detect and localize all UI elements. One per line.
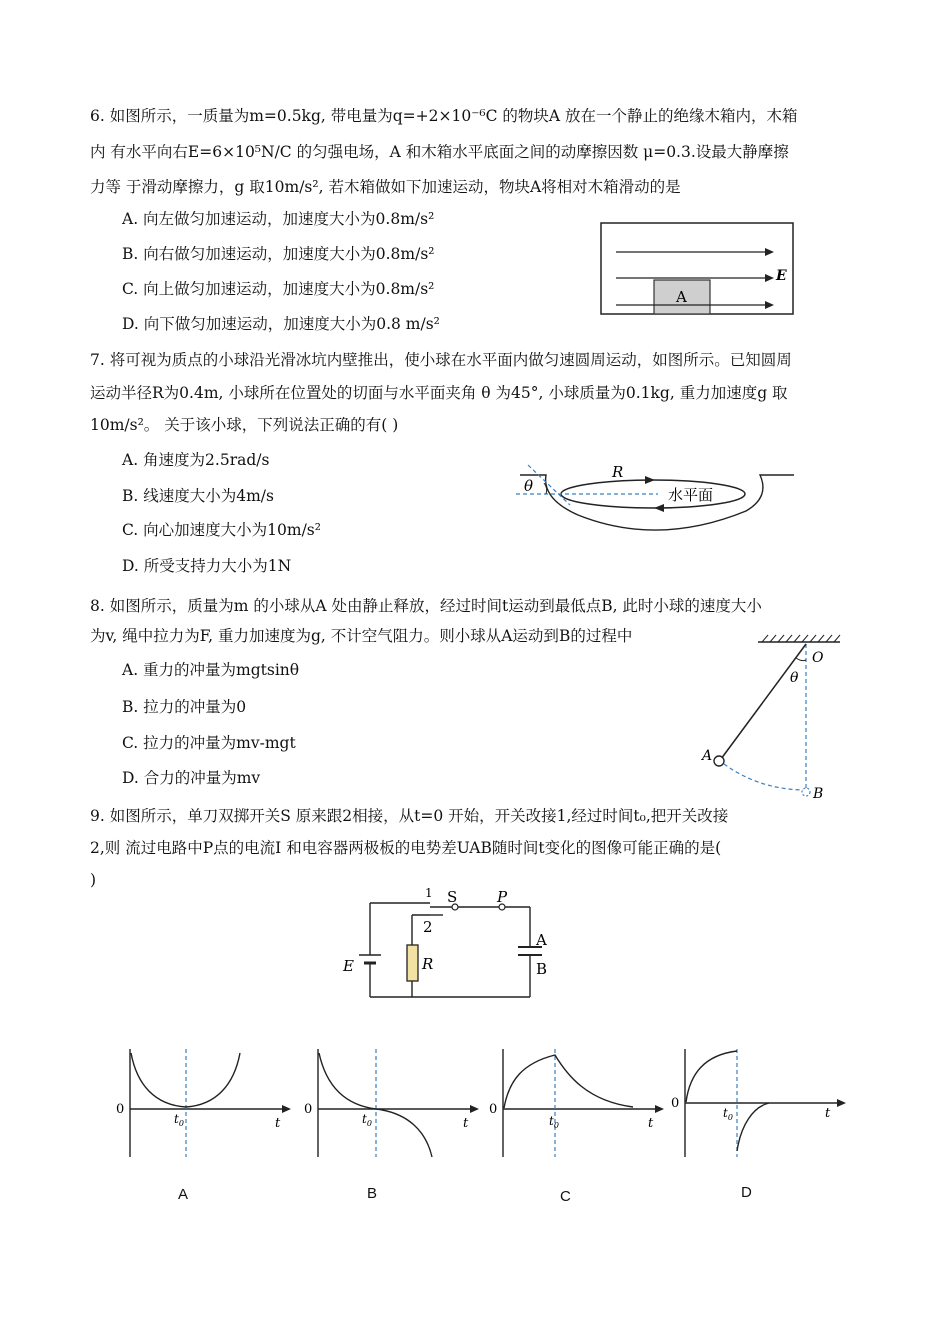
q9-text-line3: ) [90,871,97,889]
q9-graph-b [298,1045,488,1165]
q8-option-c: C. 拉力的冲量为mv-mgt [122,734,296,752]
q8-option-d: D. 合力的冲量为mv [122,769,261,787]
q8-text-line2: 为v, 绳中拉力为F, 重力加速度为g, 不计空气阻力。则小球从A运动到B的过程中 [90,627,633,645]
q7-option-d: D. 所受支持力大小为1N [122,557,292,575]
q9-graph-b-origin: 0 [304,1102,313,1117]
q9-graph-d-origin: 0 [671,1096,680,1111]
q7-option-b: B. 线速度大小为4m/s [122,487,274,505]
q9-graph-c-t-label: t [648,1116,654,1131]
q9-graph-c-origin: 0 [489,1102,498,1117]
q6-option-a: A. 向左做匀加速运动，加速度大小为0.8m/s² [122,210,435,228]
q9-text-line2: 2,则 流过电路中P点的电流I 和电容器两极板的电势差UAB随时间t变化的图像可能正确的是( [90,839,722,857]
q9-battery-label: E [343,957,354,975]
q8-end-label: B [813,786,824,802]
q9-graph-d-t-label: t [825,1106,831,1121]
q9-contact-1-label: 1 [425,886,433,900]
q8-start-label: A [702,748,713,764]
q8-text-line1: 8. 如图所示，质量为m 的小球从A 处由静止释放，经过时间t运动到最低点B, 此时小球的速度大小 [90,597,762,615]
q8-option-b: B. 拉力的冲量为0 [122,698,247,716]
q6-block-label: A [676,288,687,306]
q7-plane-label: 水平面 [668,486,714,504]
q9-switch-label: S [447,888,458,906]
q9-graph-c-label: C [560,1188,571,1205]
q7-radius-label: R [612,463,624,481]
q9-graph-b-label: B [367,1185,378,1202]
q6-field-label: E [776,268,787,284]
q8-figure-pendulum [700,632,850,802]
q9-graph-a-label: A [178,1186,189,1203]
q9-graph-c-t0: $t_0$ [549,1114,559,1130]
q9-contact-2-label: 2 [423,918,433,936]
q9-graph-b-t0: $t_0$ [362,1112,372,1128]
q7-text-line3: 10m/s²。 关于该小球，下列说法正确的有( ) [90,416,399,434]
q7-figure-ice-pit [508,455,798,540]
q6-option-d: D. 向下做匀加速运动，加速度大小为0.8 m/s² [122,315,440,333]
q8-option-a: A. 重力的冲量为mgtsinθ [122,661,300,679]
q6-text-line2: 内 有水平向右E=6×10⁵N/C 的匀强电场，A 和木箱水平底面之间的动摩擦因数 μ=0.3.设最大静摩擦 [90,143,789,161]
q9-graph-b-t-label: t [463,1116,469,1131]
q9-text-line1: 9. 如图所示，单刀双掷开关S 原来跟2相接，从t=0 开始，开关改接1,经过时间t₀,把开关改接 [90,807,729,825]
q9-graph-d-label: D [741,1184,752,1201]
q8-pivot-label: O [812,650,824,666]
q9-graph-c [483,1045,673,1165]
q7-angle-label: θ [524,477,534,495]
q7-text-line1: 7. 将可视为质点的小球沿光滑冰坑内壁推出，使小球在水平面内做匀速圆周运动，如图所示。已知圆周 [90,351,792,369]
q9-resistor-label: R [422,955,434,973]
q6-figure-box-field [600,222,800,317]
q9-graph-a-t0: $t_0$ [174,1112,184,1128]
q9-graph-a-origin: 0 [116,1102,125,1117]
q9-figure-circuit [335,885,565,1005]
q9-point-p-label: P [497,888,508,906]
q7-text-line2: 运动半径R为0.4m, 小球所在位置处的切面与水平面夹角 θ 为45°, 小球质量为0.1kg, 重力加速度g 取 [90,384,788,402]
q6-option-b: B. 向右做匀加速运动，加速度大小为0.8m/s² [122,245,435,263]
q7-option-c: C. 向心加速度大小为10m/s² [122,521,321,539]
q6-text-line1: 6. 如图所示，一质量为m=0.5kg, 带电量为q=+2×10⁻⁶C 的物块A 放在一个静止的绝缘木箱内，木箱 [90,107,798,125]
q7-option-a: A. 角速度为2.5rad/s [122,451,270,469]
q9-graph-d [665,1045,855,1165]
q8-angle-label: θ [790,670,799,686]
q9-graph-a [110,1045,300,1165]
q6-text-line3: 力等 于滑动摩擦力，g 取10m/s², 若木箱做如下加速运动，物块A将相对木箱滑动的是 [90,178,681,196]
q9-graph-d-t0: $t_0$ [723,1106,733,1122]
q9-graph-a-t-label: t [275,1116,281,1131]
q9-plate-a-label: A [536,931,547,949]
q6-option-c: C. 向上做匀加速运动，加速度大小为0.8m/s² [122,280,435,298]
q9-plate-b-label: B [536,960,548,978]
